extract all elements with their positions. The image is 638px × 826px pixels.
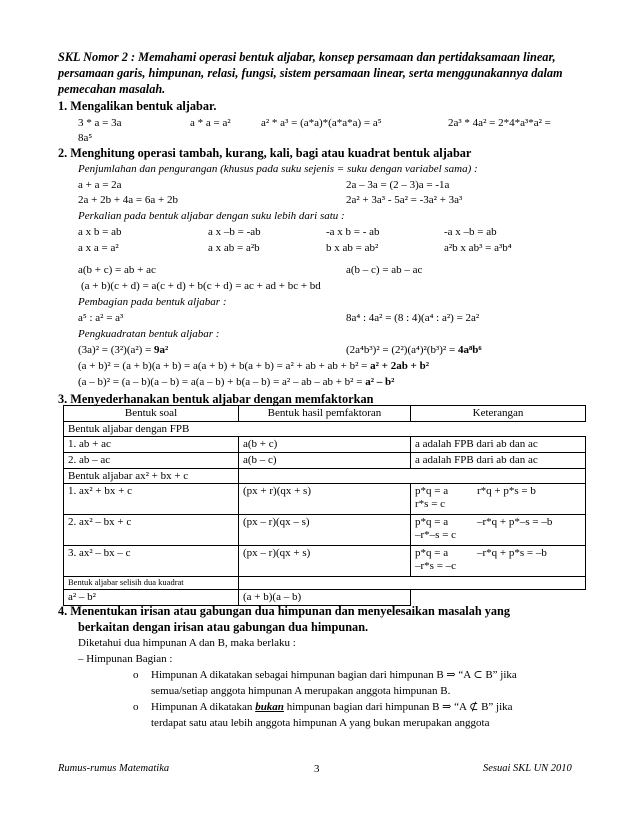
distributive-1: a(b + c) = ab + ac [78,264,156,276]
mult-rule-4: -a x –b = ab [444,226,497,238]
cell-part: –r*q + p*s = –b [477,547,547,560]
mult-rule-3: -a x b = - ab [326,226,380,238]
mult-rule-8: a²b x ab³ = a³b⁴ [444,242,512,254]
mult-example-4-result: 8a⁵ [78,132,93,144]
add-example-4: 2a² + 3a³ - 5a² = -3a² + 3a³ [346,194,463,206]
section-2-title: 2. Menghitung operasi tambah, kurang, kali, bagi atau kuadrat bentuk aljabar [58,146,472,160]
distributive-2: a(b – c) = ab – ac [346,264,423,276]
footer-left: Rumus-rumus Matematika [58,763,170,774]
table-cell: a adalah FPB dari ab dan ac [411,437,586,453]
table-cell [411,484,586,515]
section-3-title: 3. Menyederhanakan bentuk aljabar dengan memfaktorkan [58,392,374,406]
group-quadratic: Bentuk aljabar ax² + bx + c [64,468,239,484]
section-1-title: 1. Mengalikan bentuk aljabar. [58,99,217,113]
subheading-addition: Penjumlahan dan pengurangan (khusus pada suku sejenis = suku dengan variabel sama) : [78,163,478,175]
mult-example-3: a² * a³ = (a*a)*(a*a*a) = a⁵ [261,117,382,129]
empty-cell [411,468,586,484]
table-group-row [64,421,586,437]
table-cell: a adalah FPB dari ab dan ac [411,452,586,468]
table-cell: 2. ax² – bx + c [64,515,239,546]
table-row [64,452,586,468]
table-cell: (a + b)(a – b) [239,589,411,605]
table-cell: (px – r)(qx – s) [239,515,411,546]
table-cell [411,546,586,577]
div-example-1: a⁵ : a² = a³ [78,312,124,324]
cell-part: –r*s = –c [415,559,457,572]
header-line-2: persamaan garis, himpunan, relasi, fungsi, sistem persamaan linear, serta menggunakannya dalam [58,66,563,80]
subset-def-2b: terdapat satu atau lebih anggota himpunan A yang bukan merupakan anggota [151,717,490,729]
table-cell [411,515,586,546]
subset-def-1b: semua/setiap anggota himpunan A merupakan anggota himpunan B. [151,685,451,697]
column-header: Keterangan [411,406,586,422]
table-cell: 3. ax² – bx – c [64,546,239,577]
div-example-2: 8a⁴ : 4a² = (8 : 4)(a⁴ : a²) = 2a² [346,312,480,324]
header-line-1: SKL Nomor 2 : Memahami operasi bentuk aljabar, konsep persamaan dan pertidaksamaan linear, [58,50,556,64]
table-cell: a² – b² [64,589,239,605]
sets-intro: Diketahui dua himpunan A dan B, maka berlaku : [78,637,296,649]
square-example-1: (3a)² = (3²)(a²) = 9a² [78,344,169,356]
header-line-3: pemecahan masalah. [58,82,166,96]
empty-cell [239,468,411,484]
bullet-icon: o [133,701,139,713]
cell-part: –r*–s = c [415,528,457,541]
subset-def-1a: Himpunan A dikatakan sebagai himpunan bagian dari himpunan B ⇒ “A ⊂ B” jika [151,669,517,681]
cell-part: r*s = c [415,497,446,510]
cell-part: p*q = a [415,485,449,498]
subheading-division: Pembagian pada bentuk aljabar : [78,296,227,308]
table-cell: 1. ax² + bx + c [64,484,239,515]
table-group-row [64,577,586,590]
cell-part: r*q + p*s = b [477,485,536,498]
mult-rule-5: a x a = a² [78,242,119,254]
factoring-table [63,405,586,606]
footer-right: Sesuai SKL UN 2010 [483,763,572,774]
column-header: Bentuk hasil pemfaktoran [239,406,411,422]
cell-part: –r*q + p*–s = –b [477,516,553,529]
square-example-3: (a + b)² = (a + b)(a + b) = a(a + b) + b(a + b) = a² + ab + ab + b² = a² + 2ab + b² [78,360,429,372]
table-cell: (px – r)(qx + s) [239,546,411,577]
mult-example-4: 2a³ * 4a² = 2*4*a³*a² = [448,117,551,129]
group-difference-of-squares: Bentuk aljabar selisih dua kuadrat [64,577,239,590]
subheading-multiplication: Perkalian pada bentuk aljabar dengan suku lebih dari satu : [78,210,345,222]
page-number: 3 [314,763,320,775]
add-example-3: 2a + 2b + 4a = 6a + 2b [78,194,178,206]
distributive-3: (a + b)(c + d) = a(c + d) + b(c + d) = ac + ad + bc + bd [81,280,321,292]
section-4-title-cont: berkaitan dengan irisan atau gabungan dua himpunan. [78,620,369,634]
mult-rule-1: a x b = ab [78,226,122,238]
column-header: Bentuk soal [64,406,239,422]
table-cell: (px + r)(qx + s) [239,484,411,515]
subset-def-2a: Himpunan A dikatakan bukan himpunan bagian dari himpunan B ⇒ “A ⊄ B” jika [151,701,513,713]
mult-rule-7: b x ab = ab² [326,242,379,254]
add-example-1: a + a = 2a [78,179,122,191]
mult-rule-2: a x –b = -ab [208,226,261,238]
empty-cell [411,577,586,590]
table-row [64,484,586,515]
cell-part: p*q = a [415,516,449,529]
group-fpb: Bentuk aljabar dengan FPB [64,421,586,437]
square-example-4: (a – b)² = (a – b)(a – b) = a(a – b) + b(a – b) = a² – ab – ab + b² = a² – b² [78,376,395,388]
table-cell: a(b + c) [239,437,411,453]
bullet-icon: o [133,669,139,681]
subheading-square: Pengkuadratan bentuk aljabar : [78,328,220,340]
table-row [64,589,586,605]
mult-rule-6: a x ab = a²b [208,242,260,254]
table-row [64,546,586,577]
empty-cell [411,589,586,605]
table-header-row [64,406,586,422]
table-cell: a(b – c) [239,452,411,468]
mult-example-1: 3 * a = 3a [78,117,122,129]
section-4-title: 4. Menentukan irisan atau gabungan dua himpunan dan menyelesaikan masalah yang [58,604,511,618]
table-cell: 1. ab + ac [64,437,239,453]
subset-heading: – Himpunan Bagian : [78,653,173,665]
mult-example-2: a * a = a² [190,117,231,129]
cell-part: p*q = a [415,547,449,560]
empty-cell [239,577,411,590]
square-example-2: (2a⁴b³)² = (2²)(a⁴)²(b³)² = 4a⁸b⁶ [346,344,482,356]
add-example-2: 2a – 3a = (2 – 3)a = -1a [346,179,450,191]
table-group-row [64,468,586,484]
table-row [64,437,586,453]
table-row [64,515,586,546]
table-cell: 2. ab – ac [64,452,239,468]
